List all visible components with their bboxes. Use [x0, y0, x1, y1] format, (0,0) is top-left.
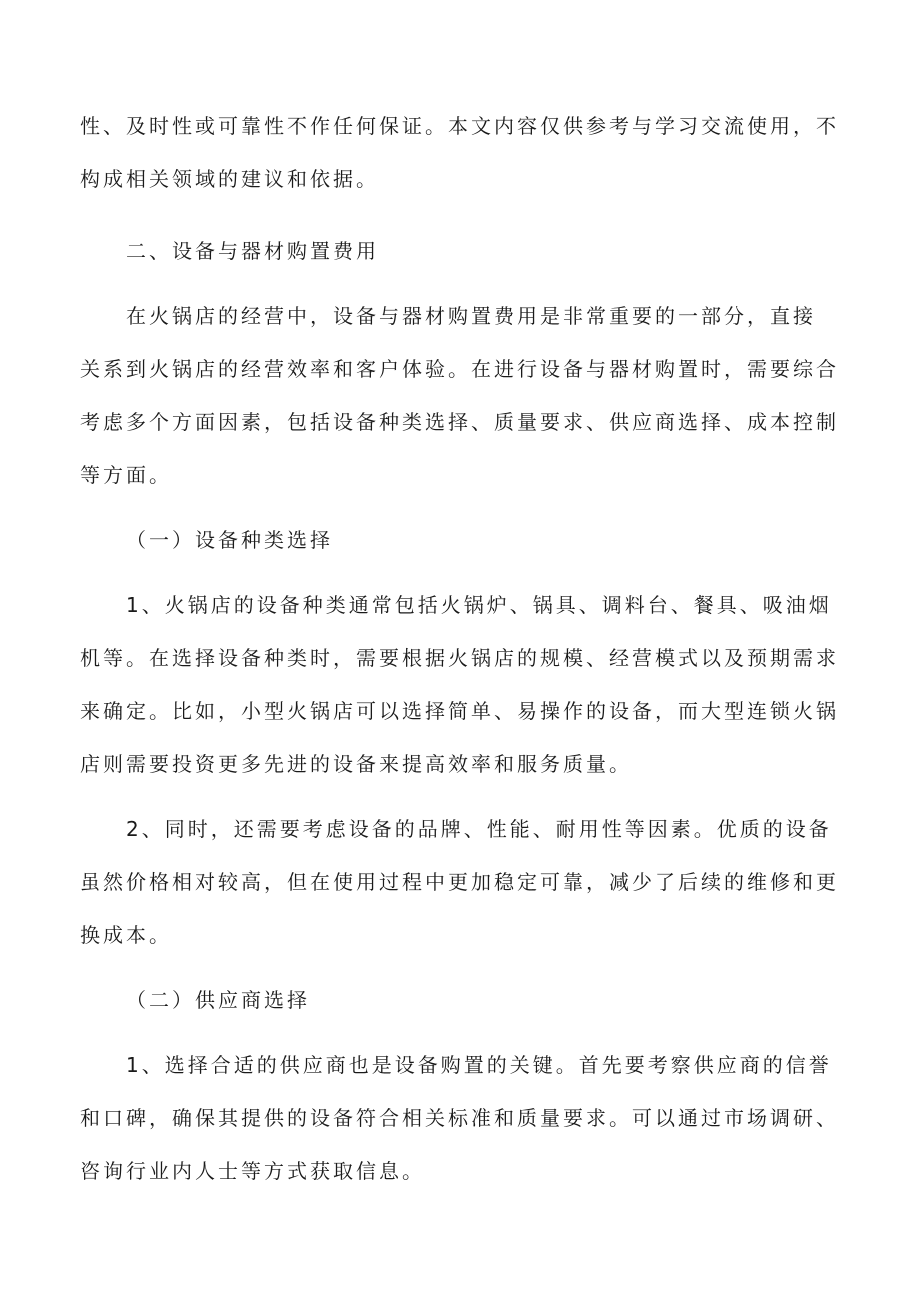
paragraph-line: 来确定。比如，小型火锅店可以选择简单、易操作的设备，而大型连锁火锅: [80, 699, 839, 723]
subsection-1-item-2: [80, 803, 842, 962]
section-heading-text: 二、设备与器材购置费用: [126, 239, 379, 263]
paragraph-line: 性、及时性或可靠性不作任何保证。本文内容仅供参考与学习交流使用，不: [80, 114, 839, 138]
intro-continuation-paragraph: [80, 100, 842, 206]
document-page: [80, 100, 842, 1198]
subsection-1-item-1: [80, 579, 842, 791]
paragraph-line: 虽然价格相对较高，但在使用过程中更加稳定可靠，减少了后续的维修和更: [80, 870, 839, 894]
subsection-1-heading: [80, 514, 842, 567]
paragraph-line: 1、选择合适的供应商也是设备购置的关键。首先要考察供应商的信誉: [126, 1053, 832, 1077]
paragraph-line: 构成相关领域的建议和依据。: [80, 167, 379, 191]
paragraph-line: 在火锅店的经营中，设备与器材购置费用是非常重要的一部分，直接: [126, 304, 816, 328]
paragraph-line: 咨询行业内人士等方式获取信息。: [80, 1159, 425, 1183]
paragraph-line: 机等。在选择设备种类时，需要根据火锅店的规模、经营模式以及预期需求: [80, 646, 839, 670]
section-intro-paragraph: [80, 290, 842, 502]
subsection-heading-text: （二）供应商选择: [126, 988, 310, 1012]
subsection-heading-text: （一）设备种类选择: [126, 528, 333, 552]
paragraph-line: 和口碑，确保其提供的设备符合相关标准和质量要求。可以通过市场调研、: [80, 1106, 839, 1130]
paragraph-line: 换成本。: [80, 923, 172, 947]
paragraph-line: 考虑多个方面因素，包括设备种类选择、质量要求、供应商选择、成本控制: [80, 410, 839, 434]
paragraph-line: 等方面。: [80, 463, 172, 487]
subsection-2-heading: [80, 974, 842, 1027]
paragraph-line: 1、火锅店的设备种类通常包括火锅炉、锅具、调料台、餐具、吸油烟: [126, 593, 832, 617]
section-heading: [80, 225, 842, 278]
subsection-2-item-1: [80, 1039, 842, 1198]
paragraph-line: 2、同时，还需要考虑设备的品牌、性能、耐用性等因素。优质的设备: [126, 817, 832, 841]
paragraph-line: 店则需要投资更多先进的设备来提高效率和服务质量。: [80, 752, 632, 776]
paragraph-line: 关系到火锅店的经营效率和客户体验。在进行设备与器材购置时，需要综合: [80, 357, 839, 381]
